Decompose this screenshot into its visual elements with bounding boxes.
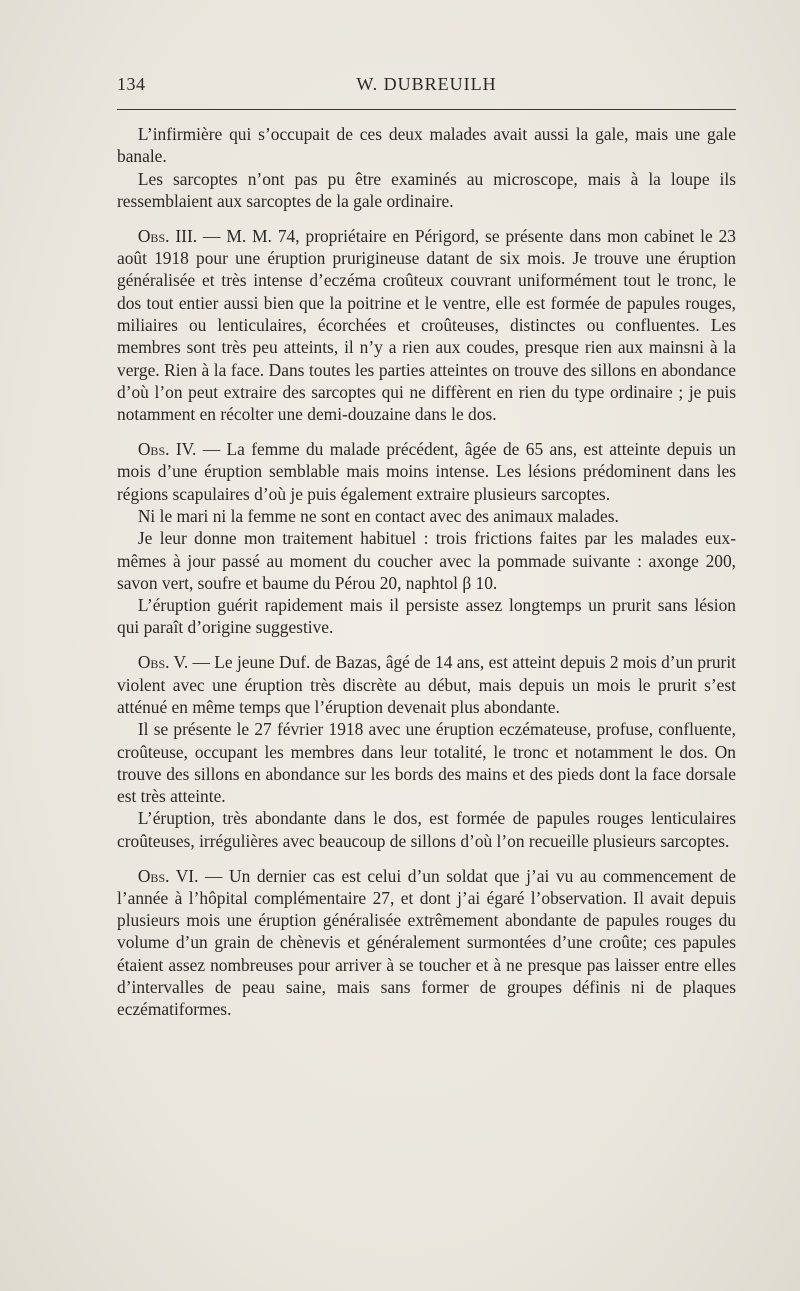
paragraph: L’éruption, très abondante dans le dos, est formée de papules rouges lenticulaires croûteuses, irrégulières avec beaucoup de sillons d’où l’on recueille plusieurs sarcoptes.	[117, 808, 736, 851]
running-title: W. DUBREUILH	[356, 74, 497, 94]
observation-paragraph: Obs. V. — Le jeune Duf. de Bazas, âgé de 14 ans, est atteint depuis 2 mois d’un prurit violent avec une éruption très discrète au début, mais depuis un mois le prurit s’est atténué en même temps que l’éruption devenait plus abondante.	[117, 652, 736, 717]
paragraph: L’éruption guérit rapidement mais il persiste assez longtemps un prurit sans lésion qui paraît d’origine suggestive.	[117, 595, 736, 638]
observation-label: Obs. IV.	[137, 439, 197, 460]
page-header	[117, 74, 736, 98]
paragraph: Il se présente le 27 février 1918 avec une éruption eczémateuse, profuse, confluente, croûteuse, occupant les membres dans leur totalité, le tronc et notamment le dos. On trouve des sillons en abondance sur les bords des mains et des pieds dont la face dorsale est très atteinte.	[117, 719, 736, 807]
paragraph: Ni le mari ni la femme ne sont en contact avec des animaux malades.	[137, 505, 619, 526]
paragraph: Les sarcoptes n’ont pas pu être examinés au microscope, mais à la loupe ils ressemblaient aux sarcoptes de la gale ordinaire.	[117, 168, 736, 211]
observation-paragraph: Obs. III. — M. M. 74, propriétaire en Périgord, se présente dans mon cabinet le 23 août 1918 pour une éruption prurigineuse datant de six mois. Je trouve une éruption généralisée et très intense d’eczéma croûteux couvrant uniformément tout le tronc, le dos tout entier aussi bien que la poitrine et le ventre, elle est formée de papules rouges, miliaires ou lenticulaires, écorchées et croûteuses, distinctes ou confluentes. Les membres sont très peu atteints, il n’y a rien aux coudes, presque rien aux mainsni à la verge. Rien à la face. Dans toutes les parties atteintes on trouve des sillons en abondance d’où l’on peut extraire des sarcoptes qui ne diffèrent en rien du type ordinaire ; je puis notamment en récolter une demi-douzaine dans le dos.	[117, 225, 736, 425]
observation-paragraph: Obs. IV. — La femme du malade précédent, âgée de 65 ans, est atteinte depuis un mois d’une éruption semblable mais moins intense. Les lésions prédominent dans les régions scapulaires d’où je puis également extraire plusieurs sarcoptes.	[117, 439, 736, 504]
observation-label: Obs. V.	[137, 652, 189, 673]
paragraph: L’infirmière qui s’occupait de ces deux malades avait aussi la gale, mais une gale banale.	[117, 124, 736, 167]
page-number: 134	[117, 74, 146, 94]
body-text	[117, 123, 736, 1021]
observation-label: Obs. III.	[137, 225, 198, 246]
observation-paragraph: Obs. VI. — Un dernier cas est celui d’un soldat que j’ai vu au commencement de l’année à l’hôpital complémentaire 27, et dont j’ai égaré l’observation. Il avait depuis plusieurs mois une éruption généralisée extrêmement abondante de papules rouges du volume d’un grain de chènevis et généralement surmontées d’une croûte; ces papules étaient assez nombreuses pour arriver à se toucher et à ne presque pas laisser entre elles d’intervalles de peau saine, mais sans former de groupes définis ni de plaques eczématiformes.	[117, 865, 736, 1020]
observation-label: Obs. VI.	[137, 865, 199, 886]
paragraph: Je leur donne mon traitement habituel : trois frictions faites par les malades eux-mêmes à jour passé au moment du coucher avec la pommade suivante : axonge 200, savon vert, soufre et baume du Pérou 20, naphtol β 10.	[117, 528, 736, 593]
header-rule	[117, 109, 736, 110]
